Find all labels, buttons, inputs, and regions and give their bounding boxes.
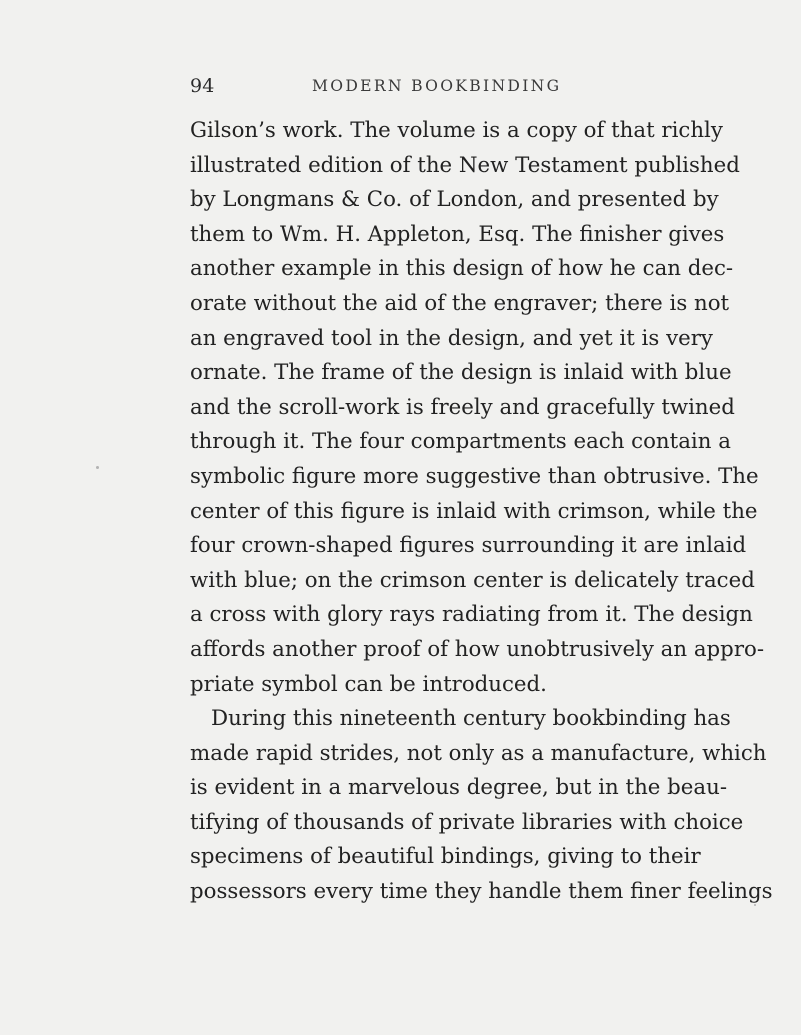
page-number: 94 [190,75,215,97]
paragraph-start-line: During this nineteenth century bookbinding has [211,706,731,732]
running-head [190,73,680,99]
text-line: an engraved tool in the design, and yet it is very [190,325,713,351]
text-line: center of this figure is inlaid with crimson, while the [190,498,758,524]
text-line: symbolic figure more suggestive than obtrusive. The [190,463,759,489]
text-line: tifying of thousands of private libraries with choice [190,809,744,835]
text-line: priate symbol can be introduced. [190,671,547,697]
paper-speck [96,466,99,469]
text-line: illustrated edition of the New Testament published [190,152,740,178]
text-line: a cross with glory rays radiating from it. The design [190,602,753,628]
text-line: them to Wm. H. Appleton, Esq. The finisher gives [190,221,725,247]
paper-speck [754,904,756,906]
text-line: with blue; on the crimson center is delicately traced [190,567,755,593]
text-line: ornate. The frame of the design is inlaid with blue [190,360,732,386]
text-line: Gilson’s work. The volume is a copy of that richly [190,118,723,143]
text-line: made rapid strides, not only as a manufacture, which [190,740,767,766]
text-line: affords another proof of how unobtrusively an appro- [190,636,765,662]
text-line: specimens of beautiful bindings, giving to their [190,844,701,870]
text-line: is evident in a marvelous degree, but in the beau- [190,775,728,801]
body-text [190,114,773,910]
text-line: another example in this design of how he can dec- [190,256,734,282]
running-title: MODERN BOOKBINDING [312,77,562,95]
text-line: through it. The four compartments each contain a [190,429,731,455]
text-line: by Longmans & Co. of London, and presented by [190,187,719,213]
text-line: orate without the aid of the engraver; there is not [190,290,730,316]
text-line: possessors every time they handle them finer feelings [190,879,773,905]
text-line: four crown-shaped figures surrounding it are inlaid [190,533,747,559]
text-line: and the scroll-work is freely and gracefully twined [190,394,735,420]
